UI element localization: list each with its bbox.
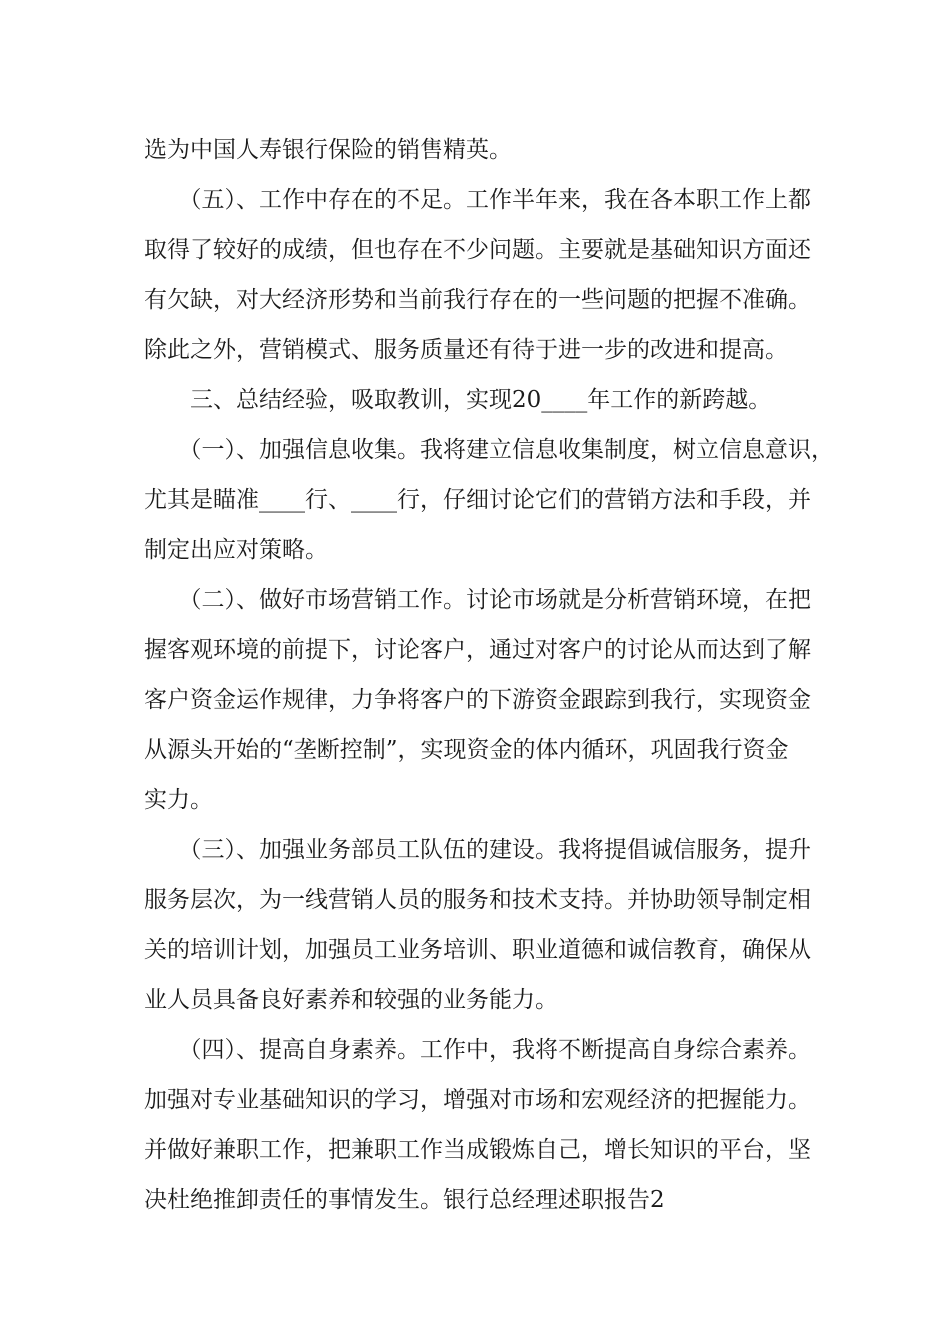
text-line: （二）、做好市场营销工作。讨论市场就是分析营销环境，在把: [144, 587, 811, 613]
text-line: 除此之外，营销模式、服务质量还有待于进一步的改进和提高。: [144, 337, 788, 363]
text-line: 并做好兼职工作，把兼职工作当成锻炼自己，增长知识的平台，坚: [144, 1137, 811, 1163]
text-line: 业人员具备良好素养和较强的业务能力。: [144, 987, 558, 1013]
text-line: 取得了较好的成绩，但也存在不少问题。主要就是基础知识方面还: [144, 237, 811, 263]
text-line: 决杜绝推卸责任的事情发生。银行总经理述职报告2: [144, 1187, 665, 1213]
text-line: 尤其是瞄准____行、____行，仔细讨论它们的营销方法和手段，并: [144, 487, 811, 513]
text-line: 从源头开始的“垄断控制”，实现资金的体内循环，巩固我行资金: [144, 737, 789, 763]
text-line: 客户资金运作规律，力争将客户的下游资金跟踪到我行，实现资金: [144, 687, 811, 713]
document-body: [144, 125, 834, 1225]
text-line: 服务层次，为一线营销人员的服务和技术支持。并协助领导制定相: [144, 887, 811, 913]
text-line: 加强对专业基础知识的学习，增强对市场和宏观经济的把握能力。: [144, 1087, 811, 1113]
text-line: （三）、加强业务部员工队伍的建设。我将提倡诚信服务，提升: [144, 837, 811, 863]
text-line: （一）、加强信息收集。我将建立信息收集制度，树立信息意识，: [144, 437, 834, 463]
text-line: （四）、提高自身素养。工作中，我将不断提高自身综合素养。: [144, 1037, 811, 1063]
text-line: 有欠缺，对大经济形势和当前我行存在的一些问题的把握不准确。: [144, 287, 811, 313]
section-heading: 三、总结经验，吸取教训，实现20____年工作的新跨越。: [144, 387, 772, 413]
text-line: （五）、工作中存在的不足。工作半年来，我在各本职工作上都: [144, 187, 811, 213]
text-line: 关的培训计划，加强员工业务培训、职业道德和诚信教育，确保从: [144, 937, 811, 963]
text-line: 握客观环境的前提下，讨论客户，通过对客户的讨论从而达到了解: [144, 637, 811, 663]
text-line: 选为中国人寿银行保险的销售精英。: [144, 137, 512, 163]
text-line: 实力。: [144, 787, 213, 813]
text-line: 制定出应对策略。: [144, 537, 328, 563]
